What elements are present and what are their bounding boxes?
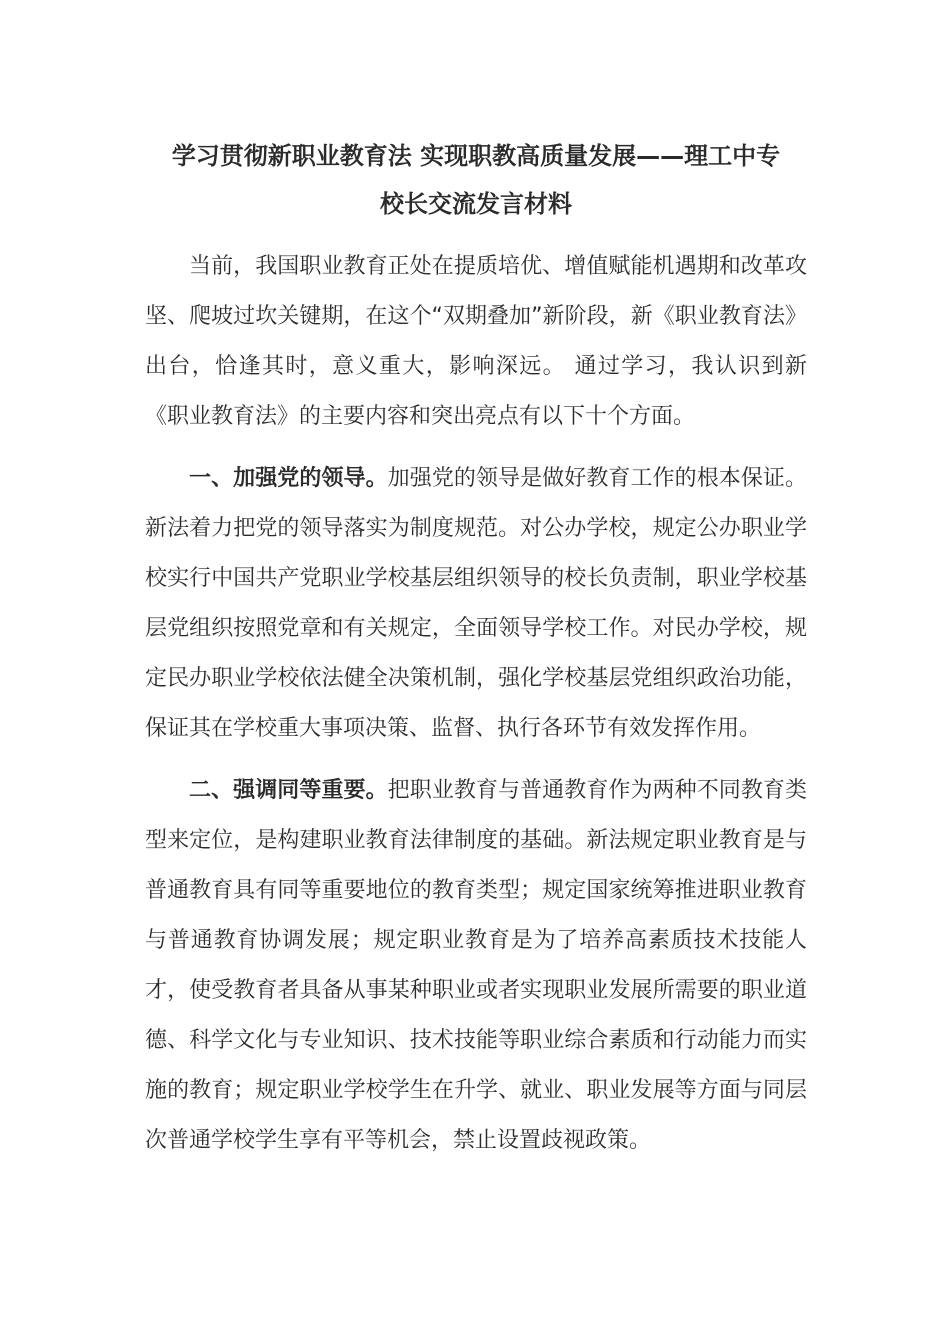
document-page	[145, 132, 807, 1166]
paragraph-body: 加强党的领导是做好教育工作的根本保证。新法着力把党的领导落实为制度规范。对公办学校，规定公办职业学校实行中国共产党职业学校基层组织领导的校长负责制，职业学校基层党组织按照党章和有关规定，全面领导学校工作。对民办学校，规定民办职业学校依法健全决策机制，强化学校基层党组织政治功能，保证其在学校重大事项决策、监督、执行各环节有效发挥作用。	[145, 466, 807, 741]
paragraph-intro	[145, 242, 807, 442]
document-title-line-1: 学习贯彻新职业教育法 实现职教高质量发展——理工中专	[171, 142, 781, 170]
paragraph-body: 把职业教育与普通教育作为两种不同教育类型来定位，是构建职业教育法律制度的基础。新法规定职业教育是与普通教育具有同等重要地位的教育类型；规定国家统筹推进职业教育与普通教育协调发展；规定职业教育是为了培养高素质技术技能人才，使受教育者具备从事某种职业或者实现职业发展所需要的职业道德、科学文化与专业知识、技术技能等职业综合素质和行动能力而实施的教育；规定职业学校学生在升学、就业、职业发展等方面与同层次普通学校学生享有平等机会，禁止设置歧视政策。	[145, 778, 807, 1153]
paragraph-heading: 一、加强党的领导。	[189, 466, 388, 491]
document-title	[145, 132, 807, 228]
document-title-line-2: 校长交流发言材料	[380, 190, 572, 218]
paragraph-heading: 二、强调同等重要。	[189, 778, 388, 803]
paragraph-equal-importance	[145, 766, 807, 1166]
paragraph-party-leadership	[145, 454, 807, 754]
paragraph-intro-text: 当前，我国职业教育正处在提质培优、增值赋能机遇期和改革攻坚、爬坡过坎关键期，在这个“双期叠加”新阶段，新《职业教育法》出台，恰逢其时，意义重大，影响深远。 通过学习，我认识到新《职业教育法》的主要内容和突出亮点有以下十个方面。	[145, 254, 807, 429]
